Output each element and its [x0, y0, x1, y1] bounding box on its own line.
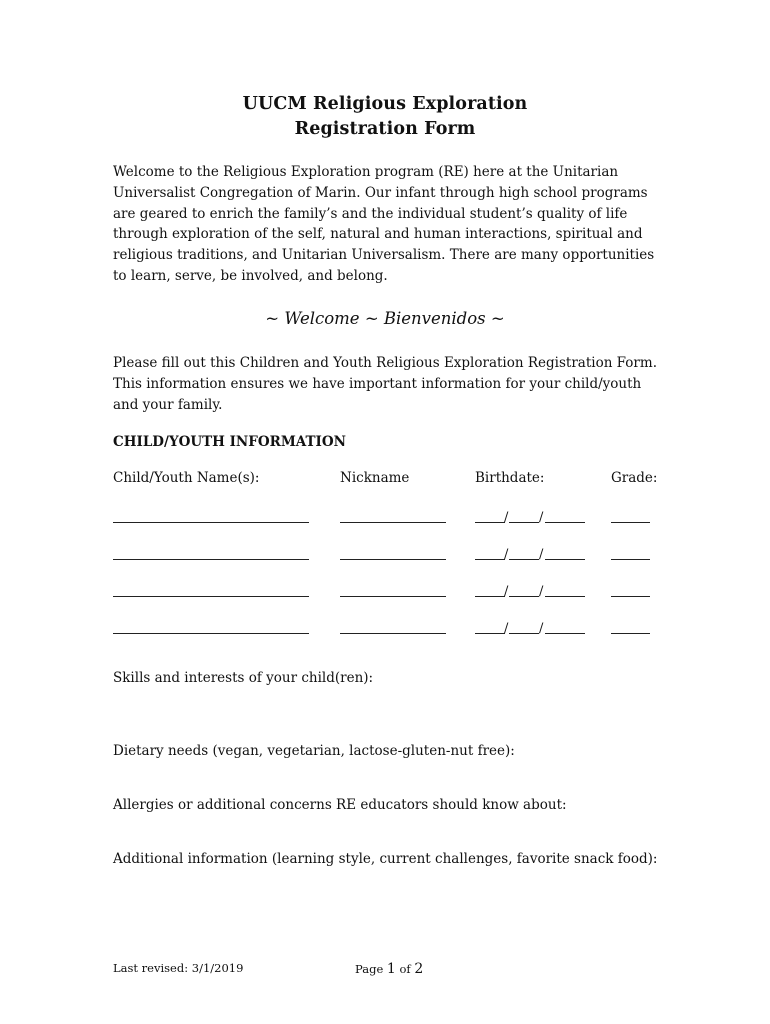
date-slash: / — [539, 584, 544, 599]
birth-year-blank[interactable] — [545, 559, 585, 560]
last-revised-footer: Last revised: 3/1/2019 — [113, 961, 244, 975]
page-current: 1 — [386, 961, 396, 977]
birth-month-blank[interactable] — [475, 522, 505, 523]
nickname-field[interactable] — [340, 633, 446, 634]
of-word: of — [399, 962, 411, 976]
instructions-paragraph: Please fill out this Children and Youth Religious Exploration Registration Form. This information ensures we have important information for your child/youth and your family. — [113, 355, 657, 413]
grade-field[interactable] — [611, 522, 650, 523]
birthdate-field[interactable] — [475, 540, 585, 560]
date-slash: / — [504, 510, 509, 525]
birth-month-blank[interactable] — [475, 559, 505, 560]
birthdate-field[interactable] — [475, 614, 585, 634]
page-total: 2 — [414, 961, 424, 977]
intro-paragraph: Welcome to the Religious Exploration program (RE) here at the Unitarian Universalist Congregation of Marin. Our infant through high school programs are geared to enrich the family’s and the individual student’s quality of life through exploration of the self, natural and human interactions, spiritual and religious traditions, and Unitarian Universalism. There are many opportunities to learn, serve, be involved, and belong. — [113, 164, 655, 284]
section-heading-child-info: CHILD/YOUTH INFORMATION — [113, 434, 346, 450]
birth-day-blank[interactable] — [509, 596, 539, 597]
column-header-grade: Grade: — [611, 470, 658, 486]
form-title-line1: UUCM Religious Exploration — [242, 94, 528, 114]
date-slash: / — [504, 621, 509, 636]
page-word: Page — [355, 962, 384, 976]
page-number-footer — [355, 961, 423, 977]
birthdate-field[interactable] — [475, 503, 585, 523]
grade-field[interactable] — [611, 559, 650, 560]
date-slash: / — [504, 584, 509, 599]
birth-day-blank[interactable] — [509, 522, 539, 523]
date-slash: / — [539, 547, 544, 562]
child-name-field[interactable] — [113, 522, 309, 523]
child-name-field[interactable] — [113, 633, 309, 634]
grade-field[interactable] — [611, 596, 650, 597]
nickname-field[interactable] — [340, 559, 446, 560]
birth-month-blank[interactable] — [475, 596, 505, 597]
skills-interests-label: Skills and interests of your child(ren): — [113, 670, 374, 686]
dietary-needs-label: Dietary needs (vegan, vegetarian, lactose-gluten-nut free): — [113, 743, 515, 759]
column-header-birthdate: Birthdate: — [475, 470, 545, 486]
date-slash: / — [504, 547, 509, 562]
nickname-field[interactable] — [340, 522, 446, 523]
welcome-banner: ~ Welcome ~ Bienvenidos ~ — [265, 309, 505, 328]
birth-year-blank[interactable] — [545, 522, 585, 523]
child-name-field[interactable] — [113, 596, 309, 597]
grade-field[interactable] — [611, 633, 650, 634]
nickname-field[interactable] — [340, 596, 446, 597]
birth-year-blank[interactable] — [545, 633, 585, 634]
birth-month-blank[interactable] — [475, 633, 505, 634]
birthdate-field[interactable] — [475, 577, 585, 597]
birth-day-blank[interactable] — [509, 633, 539, 634]
date-slash: / — [539, 621, 544, 636]
column-header-nickname: Nickname — [340, 470, 410, 486]
additional-info-label: Additional information (learning style, current challenges, favorite snack food): — [113, 851, 658, 867]
birth-day-blank[interactable] — [509, 559, 539, 560]
child-name-field[interactable] — [113, 559, 309, 560]
column-header-name: Child/Youth Name(s): — [113, 470, 260, 486]
form-title-line2: Registration Form — [294, 119, 476, 139]
birth-year-blank[interactable] — [545, 596, 585, 597]
allergies-label: Allergies or additional concerns RE educators should know about: — [113, 797, 567, 813]
date-slash: / — [539, 510, 544, 525]
